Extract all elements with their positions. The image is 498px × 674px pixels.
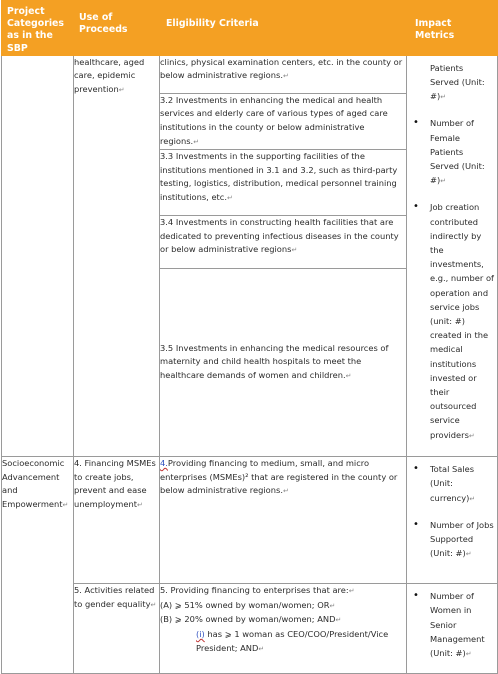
metric-item [407,116,494,188]
pilcrow: ↵ [329,601,336,610]
criteria-line [160,584,406,599]
gender-use-text: 5. Activities related to gender equality [74,585,155,609]
pilcrow: ↵ [440,93,447,102]
health-use-text: healthcare, aged care, epidemic prevention [74,56,145,94]
pilcrow: ↵ [465,650,472,658]
socio-criteria-text: Providing financing to medium, small, and micro enterprises (MSMEs)² that are registered in the county or below administrative regions. [160,458,398,496]
socio-metrics-list [407,462,494,561]
criteria-3-3-text: 3.3 Investments in the supporting facilities of the institutions mentioned in 3.1 and 3.2, such as third-party testing, logistics, distribution, medical personnel training institutions, etc. [160,151,398,202]
metric-item [407,589,494,661]
socio-metrics-cell [407,457,498,584]
criteria-line [160,613,406,628]
metric-item [407,200,494,442]
socio-use-cell [74,457,160,584]
metric-text: Patients Served (Unit: #) [430,62,485,102]
pilcrow: ↵ [258,644,265,653]
criteria-subline [160,628,406,656]
criteria-sub-text: has ⩾ 1 woman as CEO/COO/President/Vice President; AND [196,628,389,653]
gender-criteria-cell [160,584,407,674]
metric-text: Job creation contributed indirectly by the investments, e.g., number of operation and service jobs (unit: #) created in the medical institutions invested or their outsourced service providers [430,202,494,440]
metric-item [407,61,494,105]
pilcrow: ↵ [227,193,233,202]
criteria-number: 4. [160,458,168,469]
pilcrow: ↵ [335,616,342,625]
health-metrics-cell [407,55,498,456]
criteria-cell [160,150,407,216]
pilcrow: ↵ [348,587,355,596]
pilcrow: ↵ [282,487,289,496]
health-row-1 [2,55,498,93]
pilcrow: ↵ [440,177,447,186]
metric-item [407,518,494,562]
health-use-cell [74,55,160,456]
pilcrow: ↵ [468,431,475,440]
pilcrow: ↵ [150,600,157,609]
criteria-line-text: (A) ⩾ 51% owned by woman/women; OR [160,599,330,610]
socio-use-text: 4. Financing MSMEs to create jobs, prevent and ease unemployment [74,458,156,509]
criteria-line-text: (B) ⩾ 20% owned by woman/women; AND [160,614,336,625]
socio-category-cell [2,457,74,674]
criteria-cell [160,93,407,149]
pilcrow: ↵ [345,371,352,380]
criteria-line [160,599,406,614]
health-category-cell [2,55,74,456]
sbp-table [1,0,498,674]
header-use-of-proceeds: Use of Proceeds [74,1,160,56]
socio-row [2,457,498,584]
pilcrow: ↵ [282,72,289,81]
metric-text: Total Sales (Unit: currency) [430,464,475,503]
pilcrow: ↵ [193,137,200,146]
pilcrow: ↵ [118,86,125,94]
socio-criteria-cell [160,457,407,584]
criteria-cell [160,216,407,269]
metric-item [407,462,494,506]
metric-text: Number of Female Patients Served (Unit: #) [430,118,485,186]
metric-text: Number of Jobs Supported (Unit: #) [430,519,494,559]
pilcrow: ↵ [469,494,476,503]
metric-text: Number of Women in Senior Management (Unit: #) [430,591,485,658]
header-row [2,1,498,56]
pilcrow: ↵ [62,500,69,509]
criteria-cell [160,55,407,93]
criteria-3-4-text: 3.4 Investments in constructing health facilities that are dedicated to preventing infectious diseases in the county or below administrative regions [160,217,399,255]
criteria-cell [160,269,407,457]
health-metrics-list [407,61,494,443]
criteria-3-5-text: 3.5 Investments in enhancing the medical resources of maternity and child health hospitals to meet the healthcare demands of women and children. [160,342,389,380]
gender-use-cell [74,584,160,674]
header-categories: Project Categories as in the SBP [2,1,74,56]
gender-metrics-cell [407,584,498,674]
criteria-sub-marker: (i) [196,628,205,639]
pilcrow: ↵ [136,500,143,509]
header-impact-metrics: Impact Metrics [407,1,498,56]
gender-metrics-list [407,589,494,661]
header-eligibility: Eligibility Criteria [160,1,407,56]
pilcrow: ↵ [465,550,472,559]
gender-row [2,584,498,674]
criteria-3-2-text: 3.2 Investments in enhancing the medical and health services and elderly care of various types of aged care institutions in the county or below administrative regions. [160,94,388,146]
socio-category-text: Socioeconomic Advancement and Empowerment [2,458,65,509]
criteria-3-1-text: clinics, physical examination centers, etc. in the county or below administrative regions. [160,56,403,81]
pilcrow: ↵ [291,246,298,255]
criteria-line-text: 5. Providing financing to enterprises that are: [160,585,349,596]
